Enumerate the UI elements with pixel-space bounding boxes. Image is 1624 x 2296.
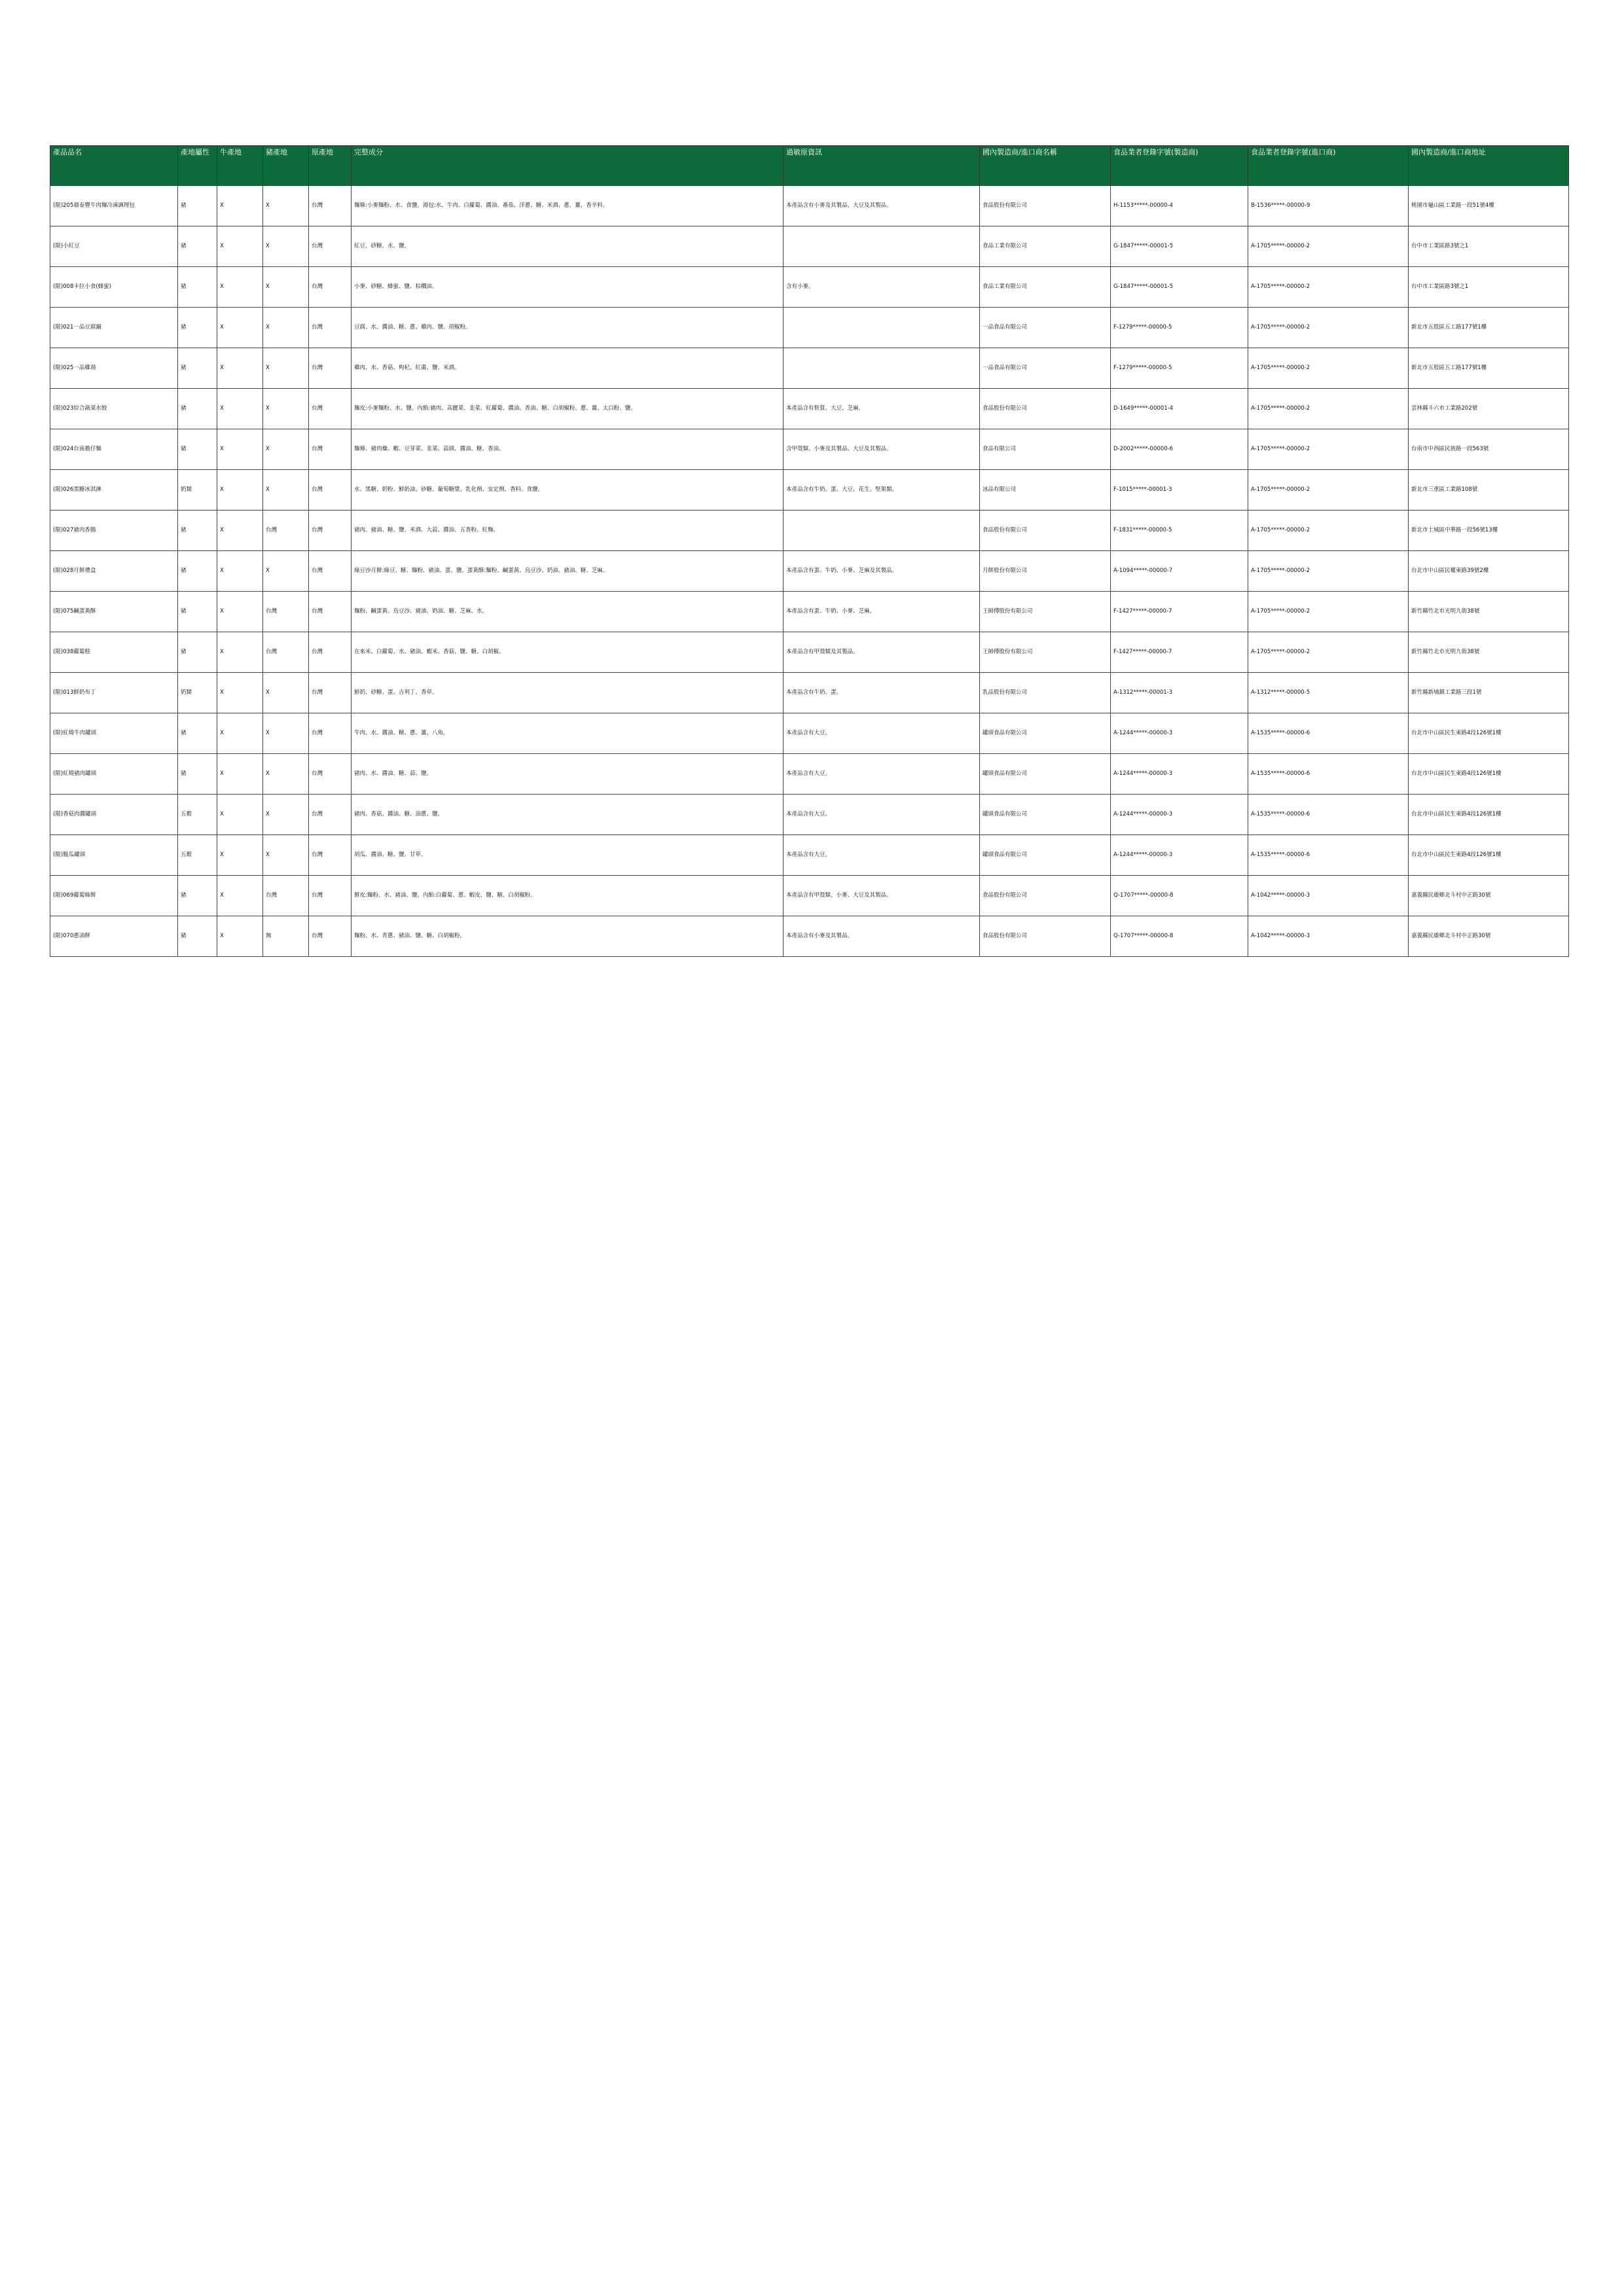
origin-type-cell: 豬: [178, 389, 217, 429]
table-row: [50, 389, 1569, 429]
allergen-cell: 本產品含有大豆。: [784, 795, 980, 835]
beef-origin-cell: X: [217, 876, 263, 916]
product-name-cell: (限)070蔥油餅: [50, 916, 178, 957]
beef-origin-cell: X: [217, 511, 263, 551]
product-name-cell: (限)038蘿蔔糕: [50, 632, 178, 673]
allergen-cell: 本產品含有蛋、牛奶、小麥、芝麻。: [784, 592, 980, 632]
ingredients-cell: 麵粉、鹹蛋黃、烏豆沙、豬油、奶油、糖、芝麻、水。: [352, 592, 784, 632]
ingredients-cell: 雞肉、水、香菇、枸杞、紅棗、鹽、米酒。: [352, 348, 784, 389]
pork-origin-cell: 台灣: [263, 592, 309, 632]
table-row: [50, 186, 1569, 226]
beef-origin-cell: X: [217, 916, 263, 957]
table-body: [50, 186, 1569, 957]
column-header: 完整成分: [352, 146, 784, 186]
beef-origin-cell: X: [217, 429, 263, 470]
country-origin-cell: 台灣: [309, 916, 352, 957]
reg-no-maker-cell: F-1427*****-00000-7: [1111, 632, 1248, 673]
product-name-cell: (限)024台南擔仔麵: [50, 429, 178, 470]
ingredients-cell: 水、黑糖、奶粉、鮮奶油、砂糖、葡萄糖漿、乳化劑、安定劑、香料、食鹽。: [352, 470, 784, 511]
allergen-cell: 本產品含有甲殼類、小麥、大豆及其製品。: [784, 876, 980, 916]
manufacturer-cell: 王師傅股份有限公司: [980, 632, 1111, 673]
reg-no-maker-cell: G-1847*****-00001-5: [1111, 226, 1248, 267]
pork-origin-cell: X: [263, 389, 309, 429]
pork-origin-cell: X: [263, 754, 309, 795]
column-header: 產地屬性: [178, 146, 217, 186]
reg-no-importer-cell: A-1705*****-00000-2: [1248, 226, 1409, 267]
country-origin-cell: 台灣: [309, 673, 352, 713]
column-header: 豬產地: [263, 146, 309, 186]
reg-no-maker-cell: F-1279*****-00000-5: [1111, 348, 1248, 389]
ingredients-cell: 鮮奶、砂糖、蛋、吉利丁、香草。: [352, 673, 784, 713]
product-name-cell: (限)205鼎泰豐牛肉麵冷凍調理包: [50, 186, 178, 226]
country-origin-cell: 台灣: [309, 429, 352, 470]
manufacturer-cell: 冰品有限公司: [980, 470, 1111, 511]
allergen-cell: 含有小麥。: [784, 267, 980, 308]
pork-origin-cell: X: [263, 795, 309, 835]
reg-no-importer-cell: A-1705*****-00000-2: [1248, 389, 1409, 429]
table-row: [50, 511, 1569, 551]
allergen-cell: 含甲殼類、小麥及其製品、大豆及其製品。: [784, 429, 980, 470]
address-cell: 台中市工業區路3號之1: [1409, 267, 1569, 308]
ingredients-cell: 綠豆沙月餅:綠豆、糖、麵粉、豬油、蛋、鹽。蛋黃酥:麵粉、鹹蛋黃、烏豆沙、奶油、豬油、糖、芝麻。: [352, 551, 784, 592]
product-name-cell: (限)023綜合蔬菜水餃: [50, 389, 178, 429]
address-cell: 台北市中山區民生東路4段126號1樓: [1409, 754, 1569, 795]
table-row: [50, 308, 1569, 348]
country-origin-cell: 台灣: [309, 267, 352, 308]
allergen-cell: [784, 511, 980, 551]
country-origin-cell: 台灣: [309, 713, 352, 754]
reg-no-maker-cell: D-2002*****-00000-6: [1111, 429, 1248, 470]
reg-no-importer-cell: A-1535*****-00000-6: [1248, 754, 1409, 795]
address-cell: 台北市中山區民生東路4段126號1樓: [1409, 835, 1569, 876]
address-cell: 新北市三重區工業路108號: [1409, 470, 1569, 511]
manufacturer-cell: 食品股份有限公司: [980, 511, 1111, 551]
address-cell: 新北市五股區五工路177號1樓: [1409, 348, 1569, 389]
product-name-cell: (限)069蘿蔔絲餅: [50, 876, 178, 916]
ingredients-cell: 豬肉、香菇、醬油、糖、油蔥、鹽。: [352, 795, 784, 835]
allergen-cell: 本產品含有牛奶、蛋、大豆、花生、堅果類。: [784, 470, 980, 511]
reg-no-maker-cell: A-1244*****-00000-3: [1111, 835, 1248, 876]
reg-no-maker-cell: G-1847*****-00001-5: [1111, 267, 1248, 308]
pork-origin-cell: X: [263, 835, 309, 876]
reg-no-maker-cell: F-1279*****-00000-5: [1111, 308, 1248, 348]
manufacturer-cell: 月餅股份有限公司: [980, 551, 1111, 592]
origin-type-cell: 豬: [178, 551, 217, 592]
table-row: [50, 713, 1569, 754]
reg-no-importer-cell: A-1705*****-00000-2: [1248, 551, 1409, 592]
reg-no-maker-cell: A-1244*****-00000-3: [1111, 754, 1248, 795]
manufacturer-cell: 罐頭食品有限公司: [980, 795, 1111, 835]
table-row: [50, 592, 1569, 632]
origin-type-cell: 五穀: [178, 835, 217, 876]
ingredients-cell: 餅皮:麵粉、水、豬油、鹽。內餡:白蘿蔔、蔥、蝦皮、鹽、糖、白胡椒粉。: [352, 876, 784, 916]
pork-origin-cell: X: [263, 551, 309, 592]
beef-origin-cell: X: [217, 835, 263, 876]
country-origin-cell: 台灣: [309, 632, 352, 673]
allergen-cell: 本產品含有大豆。: [784, 754, 980, 795]
beef-origin-cell: X: [217, 348, 263, 389]
ingredients-cell: 豬肉、豬油、糖、鹽、米酒、大蒜、醬油、五香粉、紅麴。: [352, 511, 784, 551]
reg-no-maker-cell: D-1649*****-00001-4: [1111, 389, 1248, 429]
address-cell: 新北市五股區五工路177號1樓: [1409, 308, 1569, 348]
table-row: [50, 673, 1569, 713]
pork-origin-cell: X: [263, 673, 309, 713]
beef-origin-cell: X: [217, 551, 263, 592]
country-origin-cell: 台灣: [309, 876, 352, 916]
table-row: [50, 876, 1569, 916]
ingredients-cell: 麵粉、水、青蔥、豬油、鹽、糖、白胡椒粉。: [352, 916, 784, 957]
ingredients-cell: 豆腐、水、醬油、糖、蔥、雞肉、鹽、胡椒粉。: [352, 308, 784, 348]
reg-no-maker-cell: A-1244*****-00000-3: [1111, 713, 1248, 754]
beef-origin-cell: X: [217, 226, 263, 267]
table-row: [50, 551, 1569, 592]
country-origin-cell: 台灣: [309, 226, 352, 267]
country-origin-cell: 台灣: [309, 308, 352, 348]
reg-no-maker-cell: Q-1707*****-00000-8: [1111, 876, 1248, 916]
column-header: 食品業者登錄字號(製造商): [1111, 146, 1248, 186]
product-name-cell: (限)027豬肉香腸: [50, 511, 178, 551]
origin-type-cell: 豬: [178, 267, 217, 308]
product-name-cell: (限)075鹹蛋黃酥: [50, 592, 178, 632]
manufacturer-cell: 罐頭食品有限公司: [980, 835, 1111, 876]
product-name-cell: (限)紅燒牛肉罐頭: [50, 713, 178, 754]
table-row: [50, 348, 1569, 389]
pork-origin-cell: 無: [263, 916, 309, 957]
manufacturer-cell: 罐頭食品有限公司: [980, 713, 1111, 754]
pork-origin-cell: X: [263, 429, 309, 470]
ingredients-cell: 小麥、砂糖、蜂蜜、鹽、棕櫚油。: [352, 267, 784, 308]
reg-no-importer-cell: A-1705*****-00000-2: [1248, 267, 1409, 308]
manufacturer-cell: 一品食品有限公司: [980, 308, 1111, 348]
allergen-cell: 本產品含有小麥及其製品。: [784, 916, 980, 957]
address-cell: 台中市工業區路3號之1: [1409, 226, 1569, 267]
origin-type-cell: 奶類: [178, 470, 217, 511]
allergen-cell: 本產品含有小麥及其製品、大豆及其製品。: [784, 186, 980, 226]
manufacturer-cell: 食品有限公司: [980, 429, 1111, 470]
country-origin-cell: 台灣: [309, 348, 352, 389]
product-name-cell: (限)026黑糖冰淇淋: [50, 470, 178, 511]
ingredients-cell: 在來米、白蘿蔔、水、豬油、蝦米、香菇、鹽、糖、白胡椒。: [352, 632, 784, 673]
product-name-cell: (限)脆瓜罐頭: [50, 835, 178, 876]
allergen-cell: 本產品含有蛋、牛奶、小麥、芝麻及其製品。: [784, 551, 980, 592]
manufacturer-cell: 食品股份有限公司: [980, 876, 1111, 916]
origin-type-cell: 豬: [178, 632, 217, 673]
column-header: 原產地: [309, 146, 352, 186]
beef-origin-cell: X: [217, 673, 263, 713]
table-row: [50, 916, 1569, 957]
beef-origin-cell: X: [217, 632, 263, 673]
allergen-cell: [784, 308, 980, 348]
column-header: 產品品名: [50, 146, 178, 186]
ingredients-cell: 麵條、豬肉燥、蝦、豆芽菜、韭菜、蒜頭、醬油、糖、香油。: [352, 429, 784, 470]
reg-no-maker-cell: A-1244*****-00000-3: [1111, 795, 1248, 835]
pork-origin-cell: 台灣: [263, 876, 309, 916]
pork-origin-cell: X: [263, 186, 309, 226]
manufacturer-cell: 食品股份有限公司: [980, 186, 1111, 226]
allergen-cell: 本產品含有牛奶、蛋。: [784, 673, 980, 713]
origin-type-cell: 豬: [178, 754, 217, 795]
reg-no-maker-cell: F-1427*****-00000-7: [1111, 592, 1248, 632]
origin-type-cell: 豬: [178, 429, 217, 470]
address-cell: 台北市中山區民權東路39號2樓: [1409, 551, 1569, 592]
country-origin-cell: 台灣: [309, 795, 352, 835]
allergen-cell: [784, 348, 980, 389]
origin-type-cell: 豬: [178, 916, 217, 957]
column-header: 國內製造商/進口商名稱: [980, 146, 1111, 186]
product-name-cell: (限)025一品雞湯: [50, 348, 178, 389]
product-name-cell: (限)香菇肉醬罐頭: [50, 795, 178, 835]
country-origin-cell: 台灣: [309, 511, 352, 551]
address-cell: 嘉義縣民雄鄉北斗村中正路30號: [1409, 916, 1569, 957]
table-row: [50, 267, 1569, 308]
manufacturer-cell: 食品工業有限公司: [980, 267, 1111, 308]
beef-origin-cell: X: [217, 267, 263, 308]
pork-origin-cell: X: [263, 348, 309, 389]
beef-origin-cell: X: [217, 186, 263, 226]
address-cell: 台南市中西區民族路一段563號: [1409, 429, 1569, 470]
pork-origin-cell: X: [263, 226, 309, 267]
reg-no-importer-cell: A-1705*****-00000-2: [1248, 308, 1409, 348]
manufacturer-cell: 王師傅股份有限公司: [980, 592, 1111, 632]
origin-type-cell: 奶類: [178, 673, 217, 713]
product-name-cell: (限)紅燒豬肉罐頭: [50, 754, 178, 795]
ingredients-cell: 胡瓜、醬油、糖、鹽、甘草。: [352, 835, 784, 876]
reg-no-importer-cell: A-1535*****-00000-6: [1248, 835, 1409, 876]
address-cell: 新竹縣竹北市光明九街38號: [1409, 632, 1569, 673]
reg-no-importer-cell: A-1705*****-00000-2: [1248, 511, 1409, 551]
table-row: [50, 835, 1569, 876]
allergen-cell: 本產品含有甲殼類及其製品。: [784, 632, 980, 673]
pork-origin-cell: X: [263, 713, 309, 754]
address-cell: 雲林縣斗六市工業路202號: [1409, 389, 1569, 429]
pork-origin-cell: X: [263, 308, 309, 348]
origin-type-cell: 豬: [178, 186, 217, 226]
origin-type-cell: 豬: [178, 308, 217, 348]
reg-no-importer-cell: A-1705*****-00000-2: [1248, 592, 1409, 632]
country-origin-cell: 台灣: [309, 186, 352, 226]
product-name-cell: (限)028月餅禮盒: [50, 551, 178, 592]
origin-type-cell: 豬: [178, 876, 217, 916]
table-row: [50, 429, 1569, 470]
country-origin-cell: 台灣: [309, 835, 352, 876]
reg-no-importer-cell: A-1535*****-00000-6: [1248, 713, 1409, 754]
table-row: [50, 470, 1569, 511]
address-cell: 新竹縣新埔鎮工業路三段1號: [1409, 673, 1569, 713]
address-cell: 新竹縣竹北市光明九街38號: [1409, 592, 1569, 632]
reg-no-importer-cell: B-1536*****-00000-9: [1248, 186, 1409, 226]
product-name-cell: (限)小紅豆: [50, 226, 178, 267]
address-cell: 嘉義縣民雄鄉北斗村中正路30號: [1409, 876, 1569, 916]
reg-no-importer-cell: A-1042*****-00000-3: [1248, 876, 1409, 916]
beef-origin-cell: X: [217, 389, 263, 429]
allergen-cell: [784, 226, 980, 267]
beef-origin-cell: X: [217, 592, 263, 632]
beef-origin-cell: X: [217, 308, 263, 348]
manufacturer-cell: 食品股份有限公司: [980, 916, 1111, 957]
allergen-cell: 本產品含有大豆。: [784, 713, 980, 754]
reg-no-importer-cell: A-1312*****-00000-5: [1248, 673, 1409, 713]
reg-no-maker-cell: F-1015*****-00001-3: [1111, 470, 1248, 511]
reg-no-maker-cell: H-1153*****-00000-4: [1111, 186, 1248, 226]
address-cell: 台北市中山區民生東路4段126號1樓: [1409, 713, 1569, 754]
manufacturer-cell: 乳品股份有限公司: [980, 673, 1111, 713]
table-row: [50, 795, 1569, 835]
ingredients-cell: 麵皮:小麥麵粉、水、鹽。內餡:豬肉、高麗菜、韭菜、紅蘿蔔、醬油、香油、糖、白胡椒粉、蔥、薑、太白粉、鹽。: [352, 389, 784, 429]
column-header: 過敏原資訊: [784, 146, 980, 186]
reg-no-importer-cell: A-1705*****-00000-2: [1248, 470, 1409, 511]
origin-type-cell: 豬: [178, 348, 217, 389]
country-origin-cell: 台灣: [309, 592, 352, 632]
product-name-cell: (限)008卡拉小食(蜂蜜): [50, 267, 178, 308]
country-origin-cell: 台灣: [309, 470, 352, 511]
reg-no-importer-cell: A-1705*****-00000-2: [1248, 348, 1409, 389]
country-origin-cell: 台灣: [309, 754, 352, 795]
table-row: [50, 226, 1569, 267]
allergen-cell: 本產品含有麩質、大豆、芝麻。: [784, 389, 980, 429]
reg-no-importer-cell: A-1535*****-00000-6: [1248, 795, 1409, 835]
manufacturer-cell: 食品工業有限公司: [980, 226, 1111, 267]
beef-origin-cell: X: [217, 470, 263, 511]
column-header: 食品業者登錄字號(進口商): [1248, 146, 1409, 186]
reg-no-importer-cell: A-1705*****-00000-2: [1248, 632, 1409, 673]
manufacturer-cell: 食品股份有限公司: [980, 389, 1111, 429]
table-row: [50, 754, 1569, 795]
reg-no-importer-cell: A-1705*****-00000-2: [1248, 429, 1409, 470]
product-name-cell: (限)021一品豆腐鍋: [50, 308, 178, 348]
beef-origin-cell: X: [217, 754, 263, 795]
origin-type-cell: 五穀: [178, 795, 217, 835]
country-origin-cell: 台灣: [309, 551, 352, 592]
product-name-cell: (限)013鮮奶布丁: [50, 673, 178, 713]
ingredients-cell: 豬肉、水、醬油、糖、蒜、鹽。: [352, 754, 784, 795]
ingredients-cell: 紅豆、砂糖、水、鹽。: [352, 226, 784, 267]
origin-type-cell: 豬: [178, 713, 217, 754]
reg-no-maker-cell: A-1312*****-00001-3: [1111, 673, 1248, 713]
reg-no-maker-cell: A-1094*****-00000-7: [1111, 551, 1248, 592]
reg-no-maker-cell: Q-1707*****-00000-8: [1111, 916, 1248, 957]
reg-no-maker-cell: F-1831*****-00000-5: [1111, 511, 1248, 551]
product-info-table: [50, 145, 1569, 957]
pork-origin-cell: 台灣: [263, 632, 309, 673]
reg-no-importer-cell: A-1042*****-00000-3: [1248, 916, 1409, 957]
beef-origin-cell: X: [217, 795, 263, 835]
origin-type-cell: 豬: [178, 226, 217, 267]
table-row: [50, 632, 1569, 673]
address-cell: 桃園市龜山區工業路一段51號4樓: [1409, 186, 1569, 226]
manufacturer-cell: 一品食品有限公司: [980, 348, 1111, 389]
address-cell: 新北市土城區中華路一段56號13樓: [1409, 511, 1569, 551]
ingredients-cell: 牛肉、水、醬油、糖、蔥、薑、八角。: [352, 713, 784, 754]
allergen-cell: 本產品含有大豆。: [784, 835, 980, 876]
address-cell: 台北市中山區民生東路4段126號1樓: [1409, 795, 1569, 835]
column-header: 牛產地: [217, 146, 263, 186]
pork-origin-cell: X: [263, 267, 309, 308]
country-origin-cell: 台灣: [309, 389, 352, 429]
beef-origin-cell: X: [217, 713, 263, 754]
pork-origin-cell: 台灣: [263, 511, 309, 551]
ingredients-cell: 麵條:小麥麵粉、水、食鹽。湯包:水、牛肉、白蘿蔔、醬油、番茄、洋蔥、糖、米酒、蔥、薑、香辛料。: [352, 186, 784, 226]
pork-origin-cell: X: [263, 470, 309, 511]
manufacturer-cell: 罐頭食品有限公司: [980, 754, 1111, 795]
origin-type-cell: 豬: [178, 511, 217, 551]
table-header-row: [50, 146, 1569, 186]
origin-type-cell: 豬: [178, 592, 217, 632]
column-header: 國內製造商/進口商地址: [1409, 146, 1569, 186]
